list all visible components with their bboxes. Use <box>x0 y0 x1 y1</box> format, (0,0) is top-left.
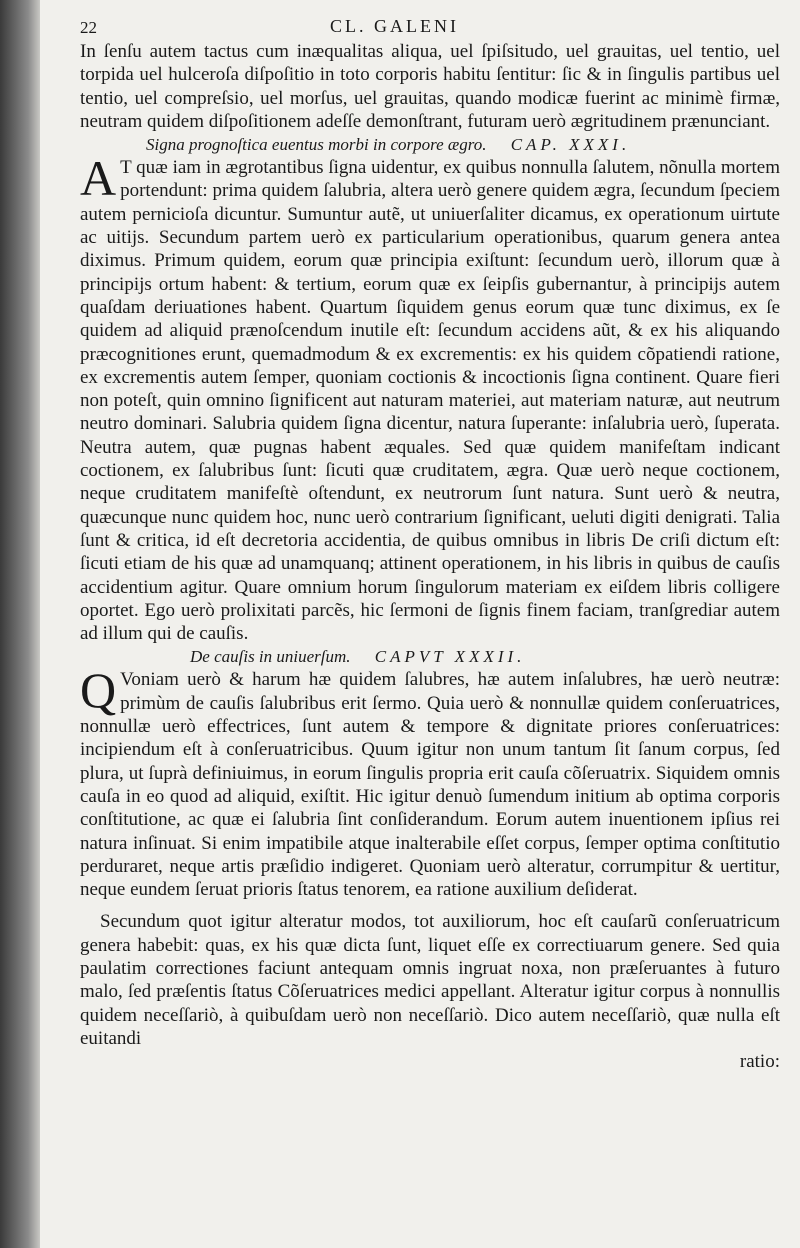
running-title: CL. GALENI <box>330 16 459 36</box>
drop-cap-q: Q <box>80 662 117 719</box>
catchword: ratio: <box>739 1051 780 1073</box>
page-content <box>80 14 780 1073</box>
chapter-heading-32 <box>80 646 780 668</box>
paragraph-4: Secundum quot igitur alteratur modos, tot auxiliorum, hoc eſt cauſarũ conſeruatricum genera habebit: quas, ex his quæ dicta ſunt, liquet eſſe ex correctiuarum genere. Sed quia paulatim correctiones faciunt antequam omnis ingruat noxa, non præſeruantes à futuro malo, ſed præſentis ſtatus Cõſeruatrices medici appellant. Alteratur igitur corpus à nonnullis quidem neceſſariò, à quibuſdam uerò non neceſſariò. Dico autem neceſſariò, quæ nulla eſt euitandi <box>80 911 780 1049</box>
chapter-title-32: De cauſis in uniuerſum. <box>190 647 351 667</box>
page-gutter-shadow <box>0 0 40 1248</box>
book-page <box>40 0 800 1248</box>
chapter-title-31: Signa prognoſtica euentus morbi in corpore ægro. <box>146 135 487 155</box>
paragraph-3-text: Voniam uerò & harum hæ quidem ſalubres, hæ autem inſalubres, hæ uerò neutræ: primùm de cauſis ſalubribus erit ſermo. Quia uerò & nonnullæ quidem conſeruatrices, nonnullæ uerò effectrices, ſunt autem & tempore & dignitate priores conſeruatrices: incipiendum eſt à conſeruatricibus. Quum igitur non unum tantum ſit ſanum corpus, ſed plura, ut ſuprà definiuimus, in eorum ſingulis propria erit cauſa cõſeruatrix. Siquidem omnis cauſa in eo quod ad aliquid, exiſtit. Hic igitur denuò ſumendum initium ab optima corporis conſtitutione, ac quæ ei ſalubria ſint conſiderandum. Eorum autem inuentionem ipſius rei natura inſinuat. Si enim impatibile atque inalterabile eſſet corpus, ſemper optima conſtitutio perduraret, neque artis præſidio indigeret. Quoniam uerò alteratur, corrumpitur & uertitur, neque eundem ſeruat prioris ſtatus tenorem, ea ratione auxilium deſiderat. <box>80 669 780 901</box>
chapter-label-31: CAP. XXXI. <box>510 135 631 155</box>
paragraph-2-text: T quæ iam in ægrotantibus ſigna uidentur, ex quibus nonnulla ſalutem, nõnulla mortem portendunt: prima quidem ſalubria, altera uerò genere quidem ægra, ſecundum ſpeciem autem pernicioſa dicuntur. Sumuntur autẽ, ut uniuerſaliter dicamus, ex operationum uirtute ac uitijs. Secundum partem uerò ex particularium operationibus, quarum genera antea diximus. Primum quidem, eorum quæ principia exiſtunt: ſecundum uerò, illorum quæ à principijs ortum habent: & tertium, eorum quæ ex ſeipſis gubernantur, à principijs autem quaſdam deriuationes habent. Quartum ſiquidem genus eorum quæ tunc diximus, ex ſe quidem ad aliquid prænoſcendum inutile eſt: ſecundum accidens aũt, & ex his aliquando præcognitiones erunt, quemadmodum & ex excrementis: ex his quidem cõpatiendi ratione, ex excrementis autem ſemper, quoniam coctionis & incoctionis ſigna continent. Quare fieri non poteſt, quin omnino ſignificent aut naturam materiei, aut materiam naturæ, aut neutrum neutro dominari. Salubria quidem ſigna dicentur, natura ſuperante: inſalubria uerò, ſuperata. Neutra autem, quæ pugnas habent æquales. Sed quæ quidem manifeſtam indicant coctionem, ex ſalubribus ſunt: ſicuti quæ cruditatem, ægra. Quæ uerò neque coctionem, neque cruditatem manifeſtè oſtendunt, ex neutrorum ſunt natura. Sunt uerò & neutra, quæcunque nunc quidem hoc, nunc uerò contrarium ſignificant, ueluti digiti denigrati. Talia ſunt & critica, id eſt decretoria accidentia, de quibus omnibus in libris De criſi dictum eſt: ſicuti etiam de his quæ ad unamquanq; attinent operationem, in his libris in quibus de cauſis accidentium agitur. Quare omnium horum ſingulorum materiam ex eiſdem libris colligere oportet. Ego uerò prolixitati parcẽs, hic ſermoni de ſignis finem faciam, tranſgrediar autem ad illum qui de cauſis. <box>80 157 780 645</box>
paragraph-1: In ſenſu autem tactus cum inæqualitas aliqua, uel ſpiſsitudo, uel grauitas, uel tentio, uel torpida uel hulceroſa diſpoſitio in toto corporis habitu ſentitur: ſic & in ſingulis partibus uel tentio, uel compreſsio, uel morſus, uel grauitas, quando modicæ fuerint ac minimè firmæ, neutram quidem diſpoſitionem adeſſe demonſtrant, futuram uerò ægritudinem prænunciant. <box>80 41 780 132</box>
paragraph-gap <box>80 901 780 910</box>
page-number: 22 <box>80 18 97 37</box>
drop-cap-a: A <box>80 150 117 207</box>
paragraph-2 <box>80 150 780 645</box>
chapter-heading-31 <box>80 134 780 156</box>
paragraph-3 <box>80 662 780 901</box>
page-header <box>80 14 780 40</box>
chapter-label-32: CAPVT XXXII. <box>374 647 526 667</box>
